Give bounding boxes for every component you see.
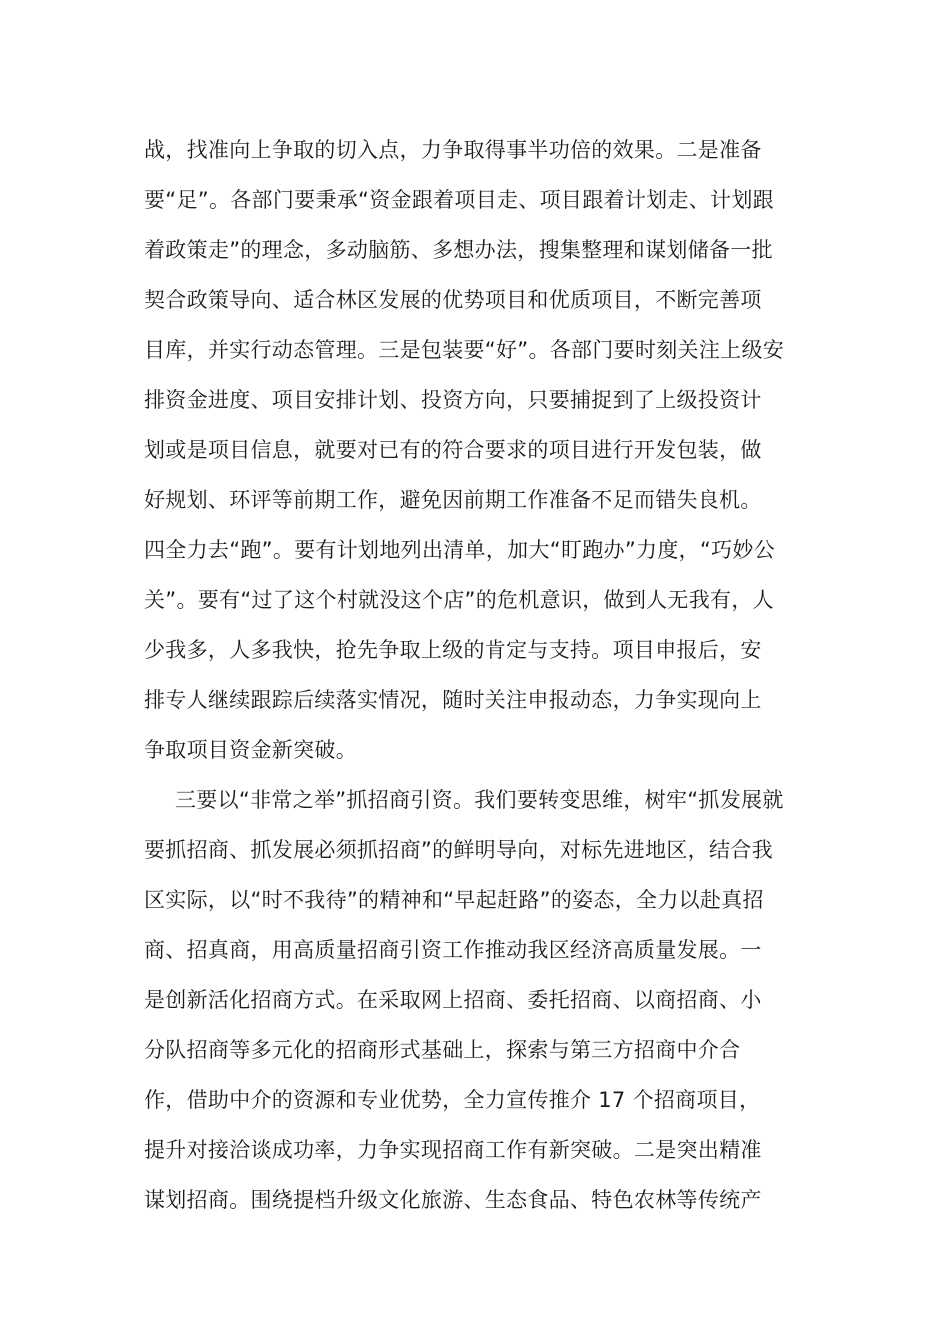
text-line: 提升对接洽谈成功率，力争实现招商工作有新突破。二是突出精准 [144,1138,762,1162]
text-line: 分队招商等多元化的招商形式基础上，探索与第三方招商中介合 [144,1038,741,1062]
text-line: 少我多，人多我快，抢先争取上级的肯定与支持。项目申报后，安 [144,638,762,662]
text-line: 目库，并实行动态管理。三是包装要“好”。各部门要时刻关注上级安 [144,338,785,362]
text-line: 商、招真商，用高质量招商引资工作推动我区经济高质量发展。一 [144,938,762,962]
text-line: 战，找准向上争取的切入点，力争取得事半功倍的效果。二是准备 [144,138,762,162]
text-line: 着政策走”的理念，多动脑筋、多想办法，搜集整理和谋划储备一批 [144,238,773,262]
text-line: 是创新活化招商方式。在采取网上招商、委托招商、以商招商、小 [144,988,762,1012]
text-line: 排专人继续跟踪后续落实情况，随时关注申报动态，力争实现向上 [144,688,762,712]
text-line: 争取项目资金新突破。 [144,738,357,762]
text-line: 四全力去“跑”。要有计划地列出清单，加大“盯跑办”力度，“巧妙公 [144,538,775,562]
text-line: 要抓招商、抓发展必须抓招商”的鲜明导向，对标先进地区，结合我 [144,838,773,862]
text-line: 关”。要有“过了这个村就没这个店”的危机意识，做到人无我有，人 [144,588,774,612]
text-line: 好规划、环评等前期工作，避免因前期工作准备不足而错失良机。 [144,488,762,512]
text-line: 排资金进度、项目安排计划、投资方向，只要捕捉到了上级投资计 [144,388,762,412]
text-line: 划或是项目信息，就要对已有的符合要求的项目进行开发包装，做 [144,438,762,462]
paragraph-first-line: 三要以“非常之举”抓招商引资。我们要转变思维，树牢“抓发展就 [175,788,784,812]
text-line: 谋划招商。围绕提档升级文化旅游、生态食品、特色农林等传统产 [144,1188,762,1212]
text-line: 作，借助中介的资源和专业优势，全力宣传推介 17 个招商项目， [144,1088,761,1112]
text-line: 区实际，以“时不我待”的精神和“早起赶路”的姿态，全力以赴真招 [144,888,764,912]
text-line: 契合政策导向、适合林区发展的优势项目和优质项目，不断完善项 [144,288,762,312]
text-line: 要“足”。各部门要秉承“资金跟着项目走、项目跟着计划走、计划跟 [144,188,774,212]
